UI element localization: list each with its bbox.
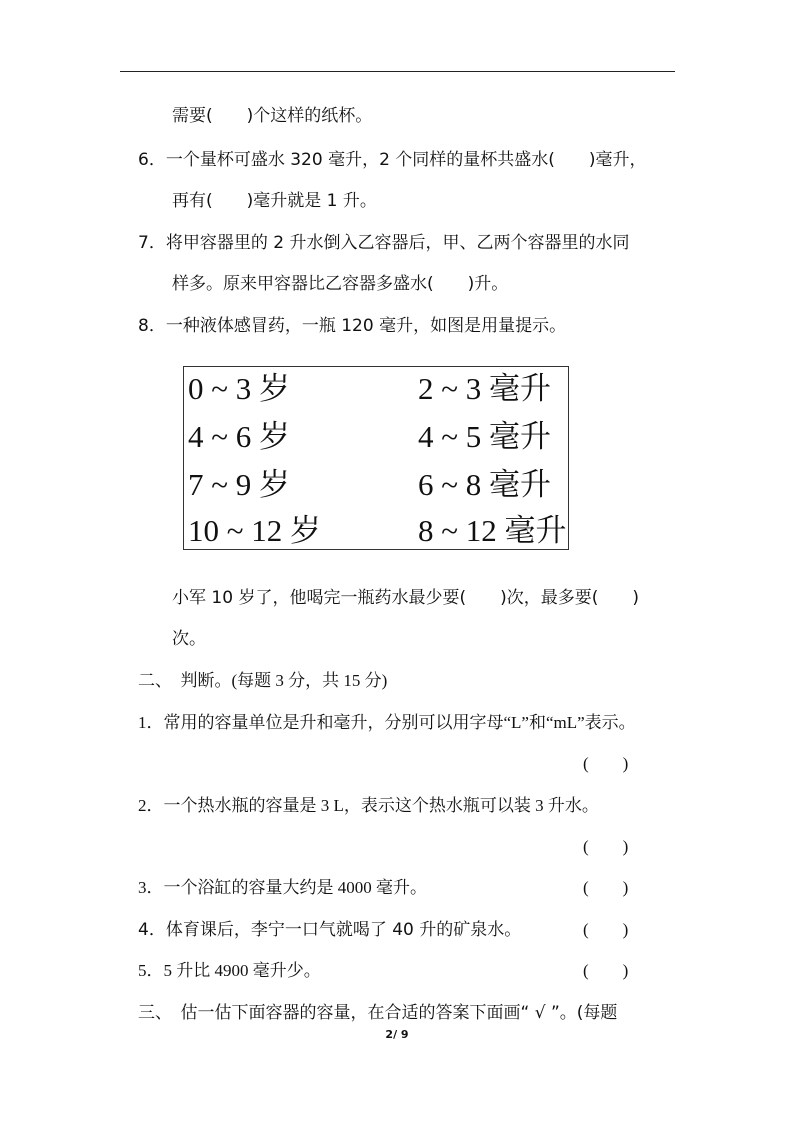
judge-item-3-bracket: ( ) [583, 878, 629, 897]
question-8: 8．一种液体感冒药，一瓶 120 毫升，如图是用量提示。 [138, 316, 567, 336]
question-8-followup-line-1: 小军 10 岁了，他喝完一瓶药水最少要( )次，最多要( ) [172, 588, 639, 608]
judge-item-1: 1．常用的容量单位是升和毫升，分别可以用字母“L”和“mL”表示。 [138, 713, 636, 732]
judge-item-5-bracket: ( ) [583, 961, 629, 980]
judge-item-5: 5．5 升比 4900 毫升少。 [138, 961, 321, 980]
judge-item-4: 4．体育课后，李宁一口气就喝了 40 升的矿泉水。 [138, 920, 522, 940]
header-rule [120, 71, 675, 72]
question-8-followup-line-2: 次。 [172, 629, 206, 649]
section-2-heading: 二、 判断。(每题 3 分，共 15 分) [138, 671, 388, 690]
dosage-amount: 2 ~ 3 毫升 [418, 371, 552, 406]
judge-item-2: 2．一个热水瓶的容量是 3 L，表示这个热水瓶可以装 3 升水。 [138, 796, 599, 815]
dosage-table [183, 366, 569, 550]
question-5-continuation: 需要( )个这样的纸杯。 [172, 106, 373, 126]
judge-item-1-bracket: ( ) [583, 754, 629, 773]
dosage-age: 0 ~ 3 岁 [188, 371, 291, 406]
judge-item-3: 3．一个浴缸的容量大约是 4000 毫升。 [138, 878, 427, 897]
dosage-amount: 6 ~ 8 毫升 [418, 467, 552, 502]
judge-item-4-bracket: ( ) [583, 920, 629, 939]
dosage-age: 4 ~ 6 岁 [188, 419, 291, 454]
question-7-line-1: 7．将甲容器里的 2 升水倒入乙容器后，甲、乙两个容器里的水同 [138, 233, 630, 253]
dosage-amount: 8 ~ 12 毫升 [418, 513, 567, 548]
page-number: 2/ 9 [385, 1028, 409, 1041]
section-3-heading: 三、 估一估下面容器的容量，在合适的答案下面画“ √ ”。(每题 [138, 1003, 618, 1023]
question-6-line-2: 再有( )毫升就是 1 升。 [172, 191, 377, 211]
question-7-line-2: 样多。原来甲容器比乙容器多盛水( )升。 [172, 274, 509, 294]
dosage-age: 10 ~ 12 岁 [188, 513, 322, 548]
dosage-age: 7 ~ 9 岁 [188, 467, 291, 502]
question-6-line-1: 6．一个量杯可盛水 320 毫升，2 个同样的量杯共盛水( )毫升， [138, 150, 647, 170]
dosage-amount: 4 ~ 5 毫升 [418, 419, 552, 454]
judge-item-2-bracket: ( ) [583, 837, 629, 856]
